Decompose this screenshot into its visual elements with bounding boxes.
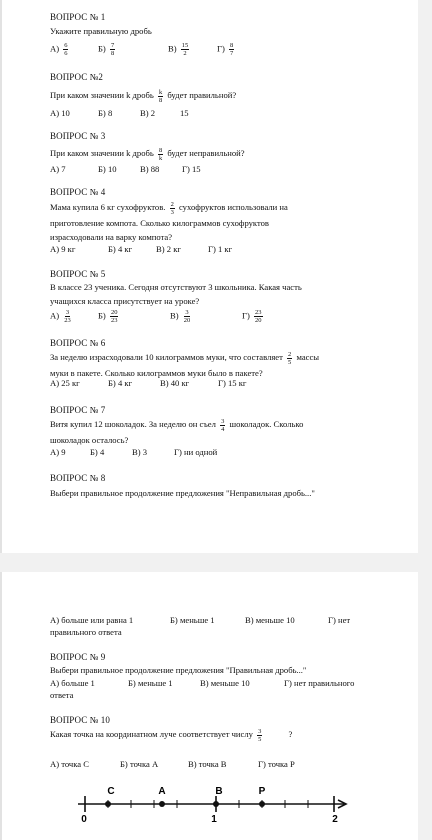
ray-point-c-label: C xyxy=(107,786,115,797)
ray-label-0: 0 xyxy=(81,814,87,825)
question-1-answer-b[interactable]: Б) $\frac{7}{8}$ xyxy=(98,42,115,57)
question-9-answer-b[interactable]: Б) меньше 1 xyxy=(128,678,173,688)
question-4-answer-d[interactable]: Г) 1 кг xyxy=(208,244,233,254)
question-4-answer-c[interactable]: В) 2 кг xyxy=(156,244,181,254)
question-2-title: ВОПРОС №2 xyxy=(50,72,103,82)
question-5-answer-d[interactable]: Г) $\frac{23}{20}$ xyxy=(242,309,262,324)
question-1-answer-d[interactable]: Г) $\frac{8}{7}$ xyxy=(217,42,234,57)
question-7-text: Витя купил 12 шоколадок. За неделю он съел $\frac{3}{4}$ шоколадок. Сколько шоколадок осталось? xyxy=(50,417,304,445)
question-1-title: ВОПРОС № 1 xyxy=(50,12,106,22)
question-7-answer-b[interactable]: Б) 4 xyxy=(90,447,105,457)
question-10-answer-a[interactable]: А) точка С xyxy=(50,759,89,769)
question-10-answer-b[interactable]: Б) точка А xyxy=(120,759,159,769)
ray-point-b xyxy=(213,801,219,807)
question-9-answer-a[interactable]: А) больше 1 xyxy=(50,678,95,688)
question-3-answer-b[interactable]: Б) 10 xyxy=(98,164,117,174)
question-2-answer-a[interactable]: А) 10 xyxy=(50,108,70,118)
question-3-text: При каком значении k дробь $\frac{8}{k}$ будет неправильной? xyxy=(50,146,245,162)
question-6-answer-c[interactable]: В) 40 кг xyxy=(160,378,190,388)
question-3-title: ВОПРОС № 3 xyxy=(50,131,106,141)
question-9-text: Выбери правильное продолжение предложения "Правильная дробь..." xyxy=(50,665,307,675)
ray-label-2: 2 xyxy=(332,814,338,825)
ray-label-1: 1 xyxy=(211,814,217,825)
ray-point-b-label: B xyxy=(215,786,223,797)
question-2-text: При каком значении k дробь $\frac{k}{8}$ будет правильной? xyxy=(50,88,237,104)
question-8-text: Выбери правильное продолжение предложения "Неправильная дробь..." xyxy=(50,488,315,498)
question-5-answer-a[interactable]: А) $\frac{3}{23}$ xyxy=(50,309,71,324)
ray-point-p xyxy=(259,801,265,807)
worksheet-page-2 xyxy=(0,572,418,840)
question-6-text: За неделю израсходовали 10 килограммов муки, что составляет $\frac{2}{5}$ массы муки в пакете. Сколько килограммов муки было в пакете? xyxy=(50,350,320,378)
question-2-answer-b[interactable]: Б) 8 xyxy=(98,108,113,118)
question-6-answer-a[interactable]: А) 25 кг xyxy=(50,378,80,388)
question-7-title: ВОПРОС № 7 xyxy=(50,405,106,415)
ray-point-a xyxy=(159,801,165,807)
question-4-answer-b[interactable]: Б) 4 кг xyxy=(108,244,133,254)
question-5-answer-b[interactable]: Б) $\frac{20}{23}$ xyxy=(98,309,118,324)
question-7-answer-c[interactable]: В) 3 xyxy=(132,447,148,457)
question-5-text: В классе 23 ученика. Сегодня отсутствуют 3 школьника. Какая часть учащихся класса присутствует на уроке? xyxy=(50,282,302,307)
question-9-answer-d[interactable]: Г) нет правильного xyxy=(284,678,355,688)
coordinate-ray xyxy=(0,772,418,840)
question-9-answer-d-continued: ответа xyxy=(50,690,74,700)
question-9-title: ВОПРОС № 9 xyxy=(50,652,106,662)
ray-point-a-label: A xyxy=(158,786,166,797)
question-9-answer-c[interactable]: В) меньше 10 xyxy=(200,678,250,688)
question-5-title: ВОПРОС № 5 xyxy=(50,269,106,279)
question-10-text: Какая точка на координатном луче соответствует числу $\frac{3}{5}$ ? xyxy=(50,727,293,743)
question-10-answer-d[interactable]: Г) точка Р xyxy=(258,759,295,769)
question-4-title: ВОПРОС № 4 xyxy=(50,187,106,197)
question-8-answer-a[interactable]: А) больше или равна 1 xyxy=(50,615,134,625)
ray-point-p-label: P xyxy=(258,786,266,797)
question-3-answer-d[interactable]: Г) 15 xyxy=(182,164,201,174)
question-4-text: Мама купила 6 кг сухофруктов. $\frac{2}{3}$ сухофруктов использовали на приготовление компота. Сколько килограммов сухофруктов израсходовали на варку компота? xyxy=(50,200,288,242)
question-7-answer-d[interactable]: Г) ни одной xyxy=(174,447,218,457)
question-8-answer-b[interactable]: Б) меньше 1 xyxy=(170,615,215,625)
question-3-answer-a[interactable]: А) 7 xyxy=(50,164,66,174)
ray-point-c xyxy=(105,801,111,807)
question-6-answer-b[interactable]: Б) 4 кг xyxy=(108,378,133,388)
question-8-answer-c[interactable]: В) меньше 10 xyxy=(245,615,295,625)
question-8-answer-d[interactable]: Г) нет xyxy=(328,615,351,625)
question-6-answer-d[interactable]: Г) 15 кг xyxy=(218,378,247,388)
question-10-title: ВОПРОС № 10 xyxy=(50,715,110,725)
page-edge xyxy=(0,0,2,553)
question-8-answer-d-continued: правильного ответа xyxy=(50,627,122,637)
question-7-answer-a[interactable]: А) 9 xyxy=(50,447,66,457)
question-1-answer-c[interactable]: В) $\frac{15}{2}$ xyxy=(168,42,189,57)
question-2-answer-c[interactable]: В) 2 xyxy=(140,108,156,118)
question-1-text: Укажите правильную дробь xyxy=(50,26,152,36)
question-6-title: ВОПРОС № 6 xyxy=(50,338,106,348)
question-8-title: ВОПРОС № 8 xyxy=(50,473,106,483)
question-3-answer-c[interactable]: В) 88 xyxy=(140,164,160,174)
question-1-answer-a[interactable]: А) $\frac{6}{6}$ xyxy=(50,42,68,57)
question-5-answer-c[interactable]: В) $\frac{3}{20}$ xyxy=(170,309,191,324)
question-4-answer-a[interactable]: А) 9 кг xyxy=(50,244,76,254)
question-10-answer-c[interactable]: В) точка В xyxy=(188,759,227,769)
question-2-answer-d[interactable]: 15 xyxy=(180,108,189,118)
